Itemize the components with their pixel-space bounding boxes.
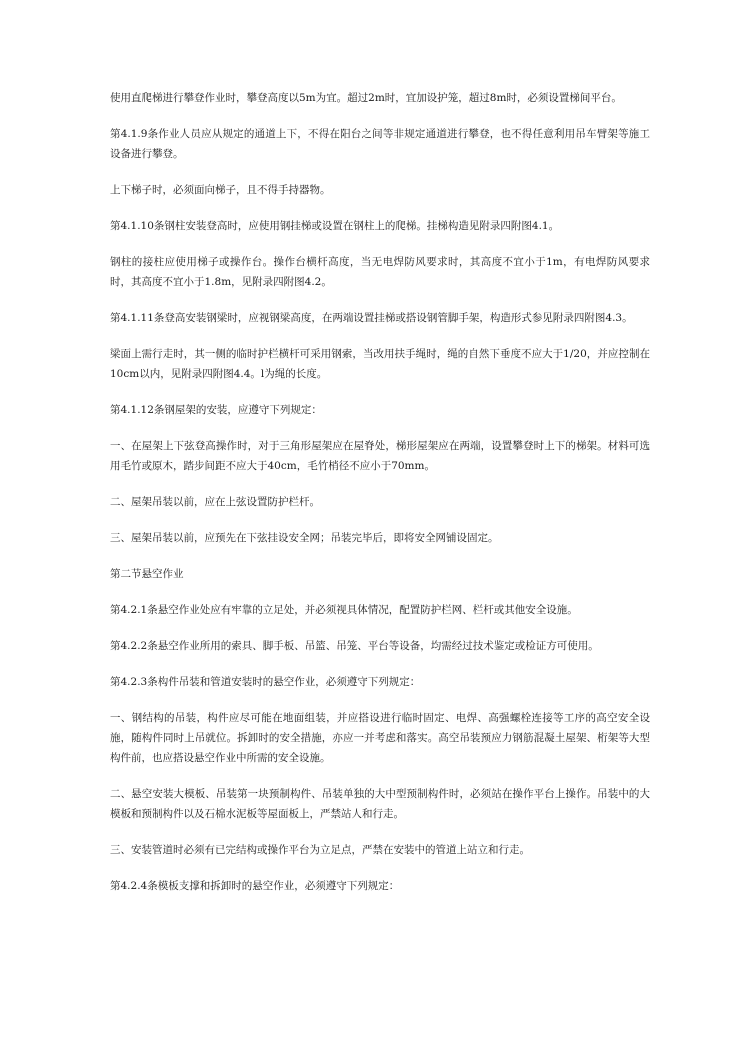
paragraph: 第4.1.12条钢屋架的安装，应遵守下列规定： bbox=[110, 404, 322, 416]
paragraph: 钢柱的接柱应使用梯子或操作台。操作台横杆高度，当无电焊防风要求时，其高度不宜小于1m，有电焊防风要求时，其高度不宜小于1.8m，见附录四附图4.2。 bbox=[110, 256, 650, 288]
paragraph: 三、屋架吊装以前，应预先在下弦挂设安全网；吊装完毕后，即将安全网铺设固定。 bbox=[110, 532, 499, 544]
paragraph: 三、安装管道时必须有已完结构或操作平台为立足点，严禁在安装中的管道上站立和行走。 bbox=[110, 844, 530, 856]
paragraph: 上下梯子时，必须面向梯子，且不得手持器物。 bbox=[110, 184, 331, 196]
paragraph: 第4.2.4条模板支撑和拆卸时的悬空作业，必须遵守下列规定： bbox=[110, 880, 400, 892]
document-body bbox=[110, 88, 650, 912]
paragraph: 二、屋架吊装以前，应在上弦设置防护栏杆。 bbox=[110, 496, 320, 508]
paragraph: 二、悬空安装大模板、吊装第一块预制构件、吊装单独的大中型预制构件时，必须站在操作平台上操作。吊装中的大模板和预制构件以及石棉水泥板等屋面板上，严禁站人和行走。 bbox=[110, 788, 650, 820]
paragraph: 第4.2.1条悬空作业处应有牢靠的立足处，并必须视具体情况，配置防护栏网、栏杆或其他安全设施。 bbox=[110, 604, 578, 616]
paragraph: 第4.1.11条登高安装钢梁时，应视钢梁高度，在两端设置挂梯或搭设钢管脚手架，构造形式参见附录四附图4.3。 bbox=[110, 312, 633, 324]
paragraph: 梁面上需行走时，其一侧的临时护栏横杆可采用钢索，当改用扶手绳时，绳的自然下垂度不应大于1/20，并应控制在10cm以内，见附录四附图4.4。l为绳的长度。 bbox=[110, 348, 650, 380]
paragraph: 第4.2.3条构件吊装和管道安装时的悬空作业，必须遵守下列规定： bbox=[110, 676, 421, 688]
paragraph: 第4.1.10条钢柱安装登高时，应使用钢挂梯或设置在钢柱上的爬梯。挂梯构造见附录四附图4.1。 bbox=[110, 220, 560, 232]
paragraph: 一、在屋架上下弦登高操作时，对于三角形屋架应在屋脊处，梯形屋架应在两端，设置攀登时上下的梯架。材料可选用毛竹或原木，踏步间距不应大于40cm，毛竹梢径不应小于70mm。 bbox=[110, 440, 650, 472]
paragraph: 一、钢结构的吊装，构件应尽可能在地面组装，并应搭设进行临时固定、电焊、高强螺栓连接等工序的高空安全设施，随构件同时上吊就位。拆卸时的安全措施，亦应一并考虑和落实。高空吊装预应力钢筋混凝土屋架、桁架等大型构件前，也应搭设悬空作业中所需的安全设施。 bbox=[110, 712, 650, 764]
section-heading: 第二节悬空作业 bbox=[110, 568, 184, 580]
paragraph: 第4.2.2条悬空作业所用的索具、脚手板、吊篮、吊笼、平台等设备，均需经过技术鉴定或检证方可使用。 bbox=[110, 640, 599, 652]
paragraph: 使用直爬梯进行攀登作业时，攀登高度以5m为宜。超过2m时，宜加设护笼，超过8m时，必须设置梯间平台。 bbox=[110, 92, 622, 104]
paragraph: 第4.1.9条作业人员应从规定的通道上下，不得在阳台之间等非规定通道进行攀登，也不得任意利用吊车臂架等施工设备进行攀登。 bbox=[110, 128, 650, 160]
